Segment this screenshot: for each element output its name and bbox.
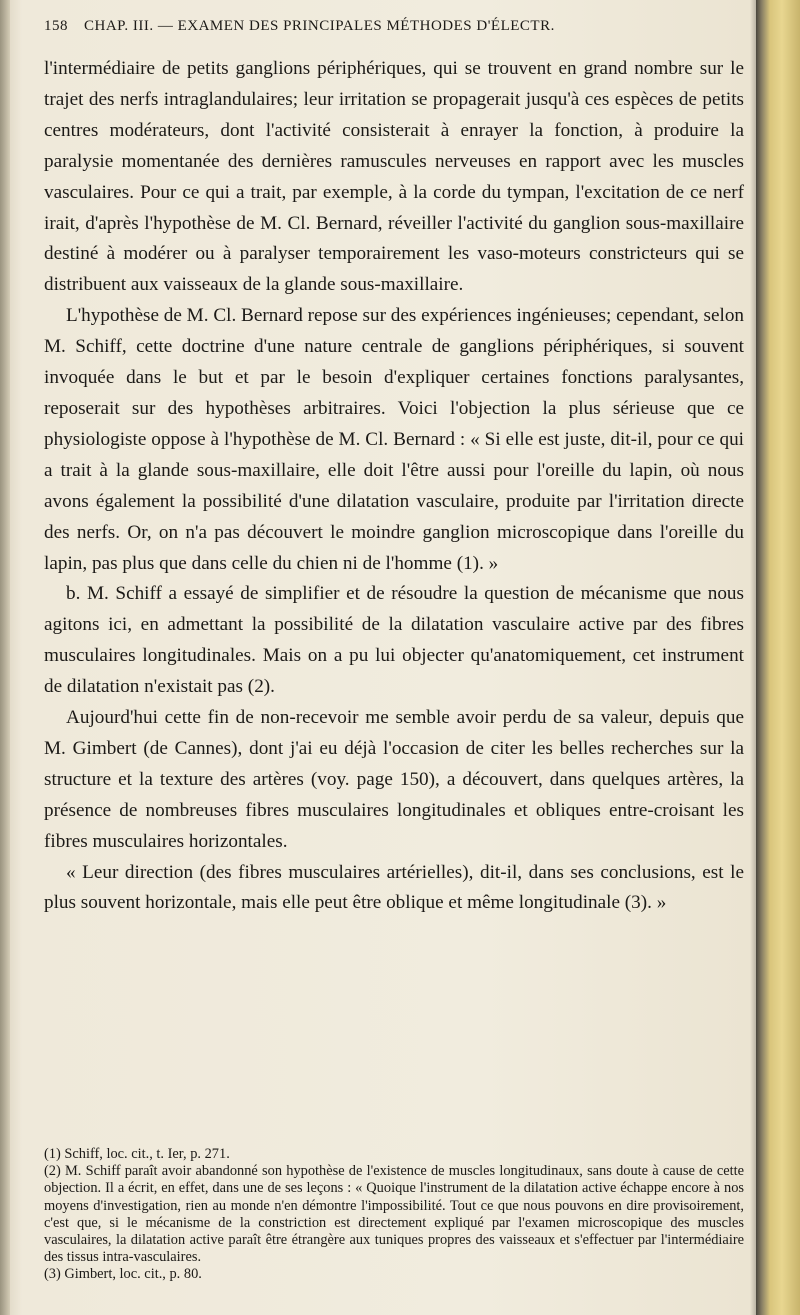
footnote: (3) Gimbert, loc. cit., p. 80. [44, 1266, 202, 1283]
page-number: 158 [44, 18, 68, 34]
binding-gutter [756, 0, 800, 1315]
running-header [44, 18, 744, 42]
footnotes [44, 1146, 744, 1284]
running-title: CHAP. III. — EXAMEN DES PRINCIPALES MÉTHODES D'ÉLECTR. [84, 18, 555, 34]
main-text [44, 54, 744, 919]
paragraph: Aujourd'hui cette fin de non-recevoir me semble avoir perdu de sa valeur, depuis que M. Gimbert (de Cannes), dont j'ai eu déjà l'occasion de citer les belles recherches sur la structure et la texture des artères (voy. page 150), a découvert, dans quelques artères, la présence de nombreuses fibres musculaires longitudinales et obliques entre-croisant les fibres musculaires horizontales. [44, 707, 744, 852]
paragraph: « Leur direction (des fibres musculaires artérielles), dit-il, dans ses conclusions, est le plus souvent horizontale, mais elle peut être oblique et même longitudinale (3). » [44, 861, 744, 914]
footnote: (1) Schiff, loc. cit., t. Ier, p. 271. [44, 1146, 230, 1162]
footnote: (2) M. Schiff paraît avoir abandonné son hypothèse de l'existence de muscles longitudinaux, sans doute à cause de cette objection. Il a écrit, en effet, dans une de ses leçons : « Quoique l'instrument de la dilatation active échappe encore à nos moyens d'investigation, rien au monde n'en démontre l'impossibilité. Tout ce que nous pouvons en dire provisoirement, c'est que, si le mécanisme de la constriction est directement expliqué par l'examen microscopique des muscles vasculaires, la dilatation active paraît être étrangère aux tuniques propres des vaisseaux et s'effectuer par l'intermédiaire des tissus intra-vasculaires. [44, 1163, 744, 1266]
paragraph: L'hypothèse de M. Cl. Bernard repose sur des expériences ingénieuses; cependant, selon M. Schiff, cette doctrine d'une nature centrale de ganglions périphériques, si souvent invoquée dans le but et par le besoin d'expliquer certaines fonctions paralysantes, reposerait sur des hypothèses arbitraires. Voici l'objection la plus sérieuse que ce physiologiste oppose à l'hypothèse de M. Cl. Bernard : « Si elle est juste, dit-il, pour ce qui a trait à la glande sous-maxillaire, elle doit l'être aussi pour l'oreille du lapin, où nous avons également la possibilité d'une dilatation vasculaire, produite par l'irritation directe des nerfs. Or, on n'a pas découvert le moindre ganglion microscopique dans l'oreille du lapin, pas plus que dans celle du chien ni de l'homme (1). » [44, 305, 745, 574]
paragraph: l'intermédiaire de petits ganglions périphériques, qui se trouvent en grand nombre sur le trajet des nerfs intraglandulaires; leur irritation se propagerait jusqu'à ces espèces de petits centres modérateurs, dont l'activité consisterait à enrayer la fonction, à produire la paralysie momentanée des dernières ramuscules nerveuses en rapport avec les muscles vasculaires. Pour ce qui a trait, par exemple, à la corde du tympan, l'excitation de ce nerf irait, d'après l'hypothèse de M. Cl. Bernard, réveiller l'activité du ganglion sous-maxillaire destiné à modérer ou à paralyser temporairement les vaso-moteurs constricteurs qui se distribuent aux vaisseaux de la glande sous-maxillaire. [44, 58, 744, 296]
page-edge-shadow [0, 0, 10, 1315]
paragraph: b. M. Schiff a essayé de simplifier et de résoudre la question de mécanisme que nous agitons ici, en admettant la possibilité de la dilatation vasculaire active par des fibres musculaires longitudinales. Mais on a pu lui objecter qu'anatomiquement, cet instrument de dilatation n'existait pas (2). [44, 583, 744, 698]
